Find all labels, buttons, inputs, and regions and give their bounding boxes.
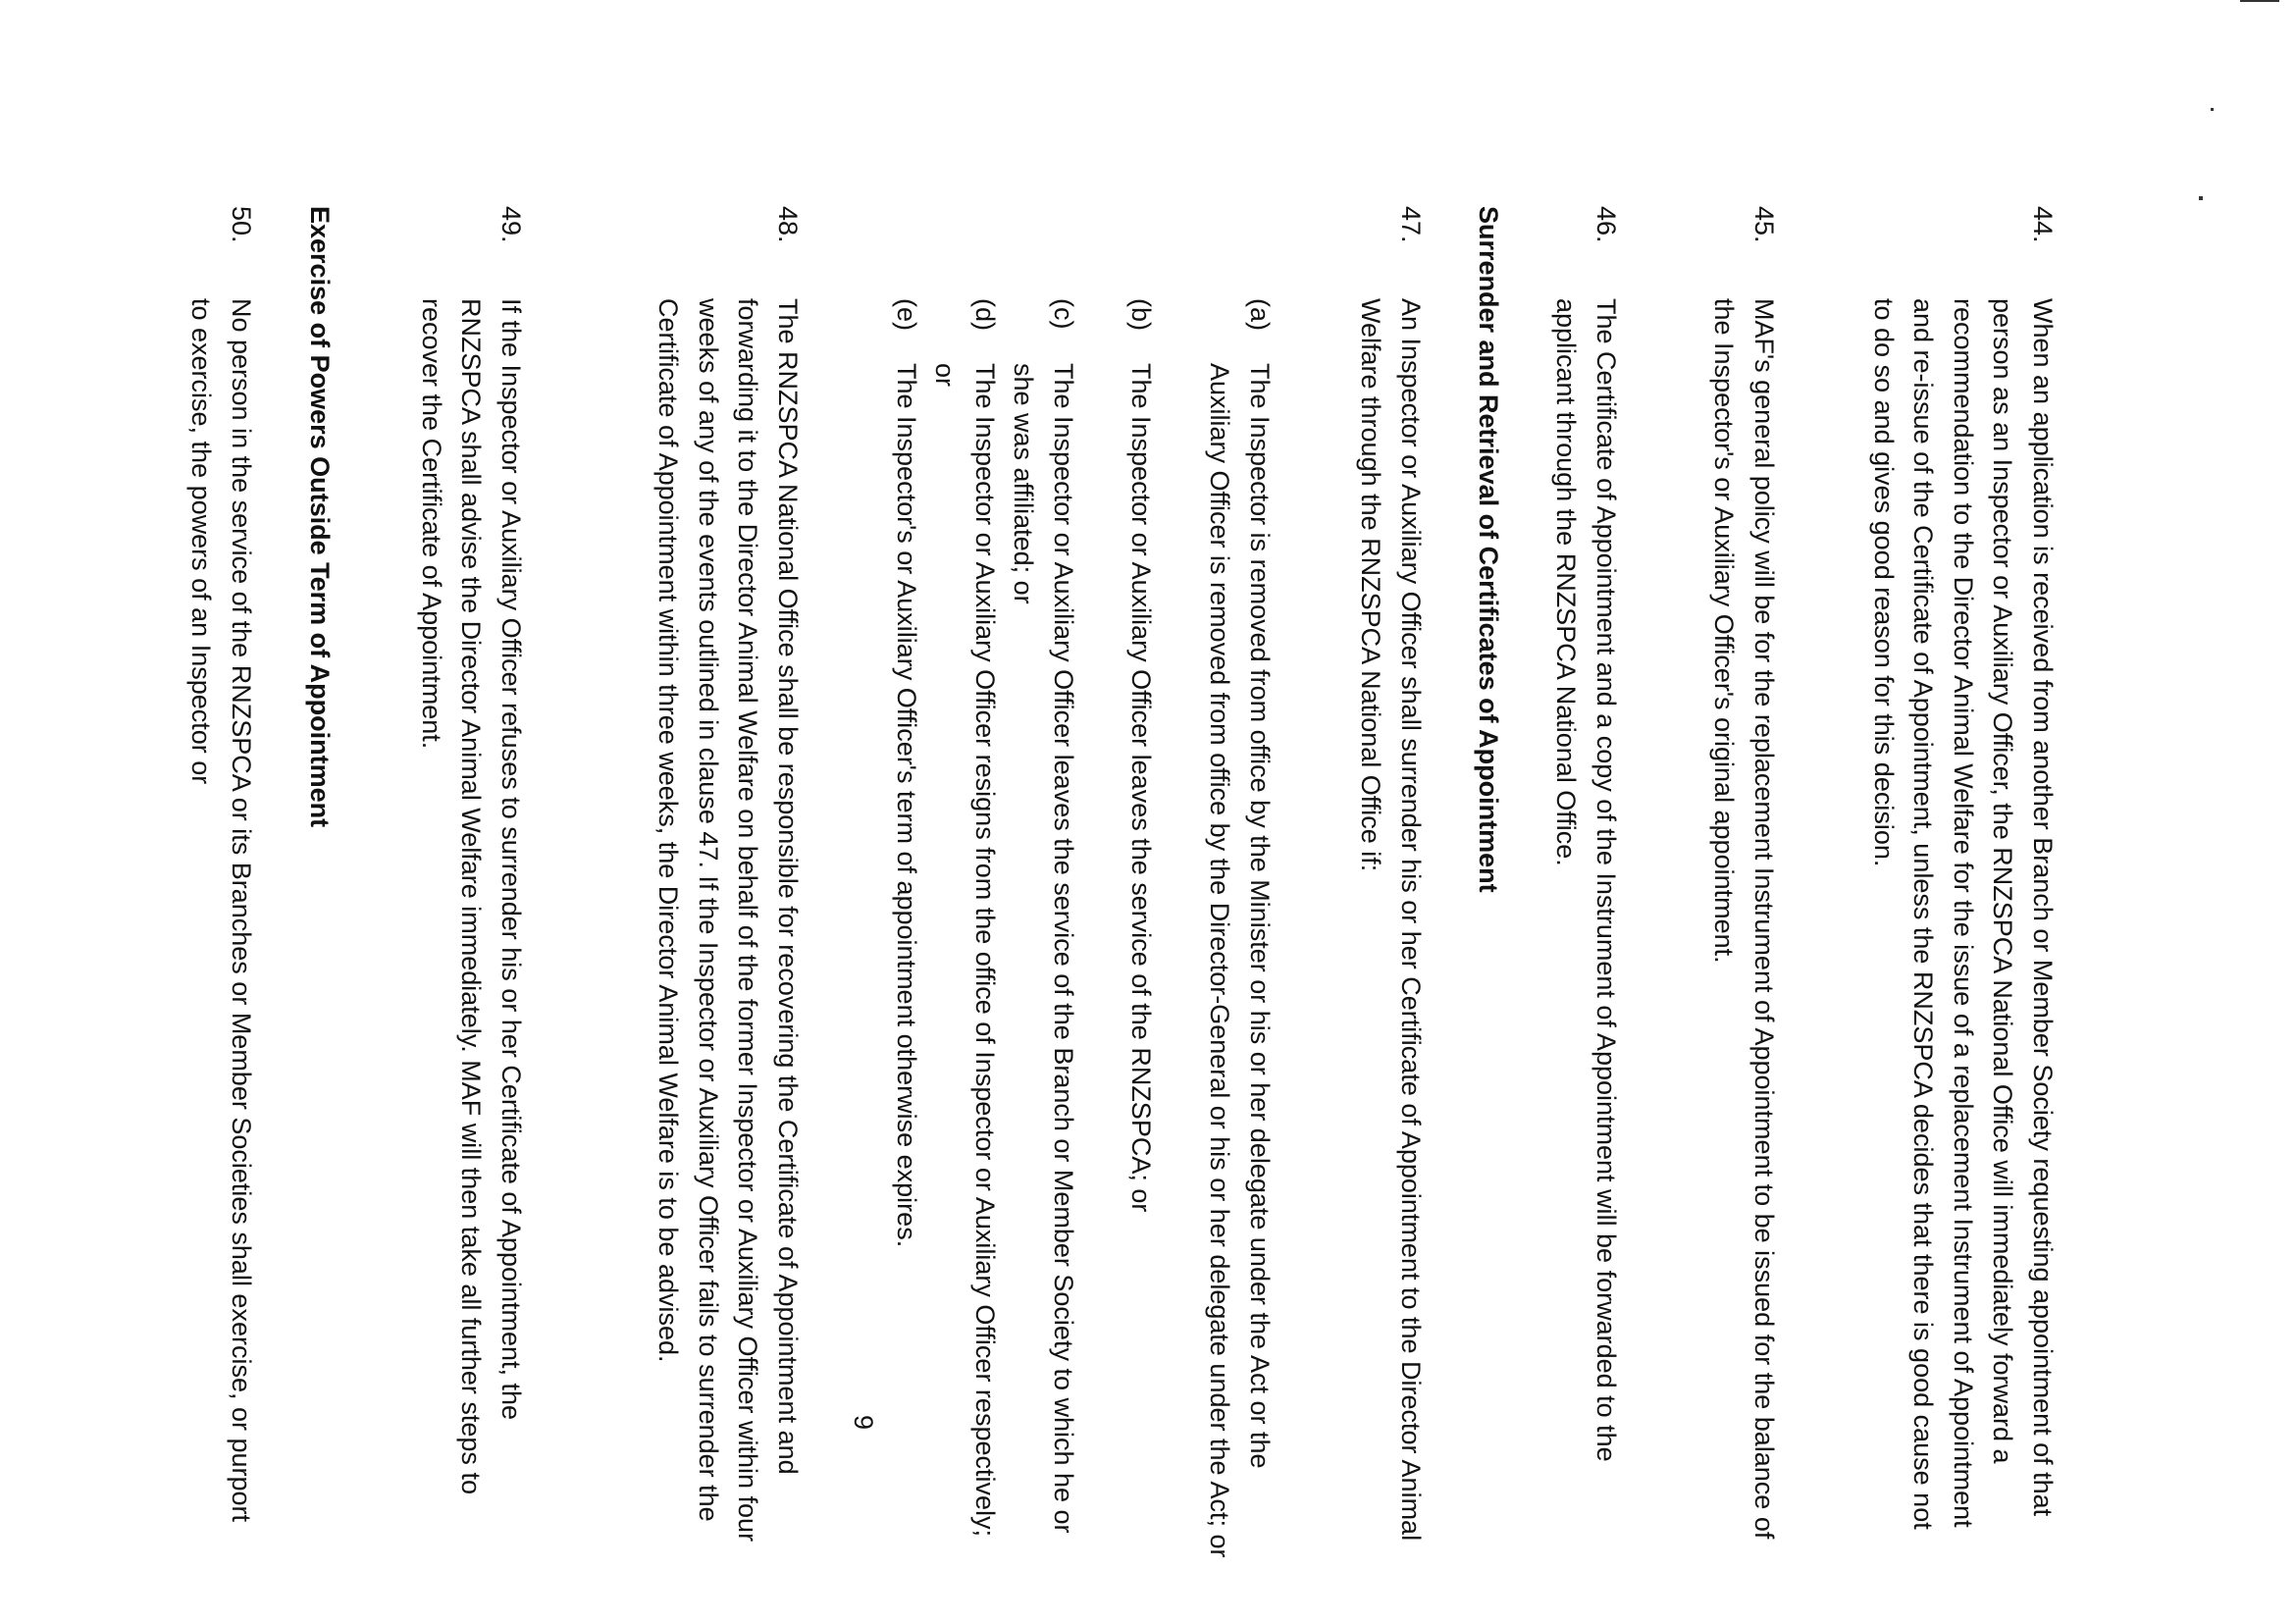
item-text: The Inspector's or Auxiliary Officer's term of appointment otherwise expires.: [892, 363, 921, 1248]
page-number: 9: [849, 1415, 878, 1431]
item-text: The Inspector or Auxiliary Officer leaves the service of the RNZSPCA; or: [1126, 363, 1156, 1213]
item-label: (d): [970, 298, 1000, 331]
clause-number: 45.: [1749, 206, 1779, 243]
clause-number: 44.: [2028, 206, 2058, 243]
item-label: (a): [1245, 298, 1275, 331]
clause-number: 48.: [773, 206, 803, 243]
item-text: The Inspector or Auxiliary Officer resigns from the office of Inspector or Auxiliary Officer respectively; or: [930, 363, 1000, 1537]
clause-text: No person in the service of the RNZSPCA or its Branches or Member Societies shall exercise, or purport to exercise, the powers of an Inspector or: [186, 298, 256, 1523]
clause-number: 50.: [227, 206, 256, 243]
item-label: (c): [1049, 298, 1078, 330]
scan-dot: [2211, 108, 2214, 111]
scan-mark: [2240, 0, 2279, 2]
clause-text: The Certificate of Appointment and a copy of the Instrument of Appointment will be forwarded to the applicant through the RNZSPCA National Office.: [1551, 298, 1621, 1462]
clause-text: If the Inspector or Auxiliary Officer refuses to surrender his or her Certificate of Appointment, the RNZSPCA shall advise the Director Animal Welfare immediately. MAF will then take all further steps to recover the Certificate of Appointment.: [417, 298, 526, 1494]
clause-number: 49.: [496, 206, 526, 243]
item-label: (e): [892, 298, 921, 331]
item-label: (b): [1126, 298, 1156, 331]
clause-text: An Inspector or Auxiliary Officer shall surrender his or her Certificate of Appointment to the Director Animal Welfare through the RNZSPCA National Office if:: [1356, 298, 1426, 1542]
clause-text: The RNZSPCA National Office shall be responsible for recovering the Certificate of Appointment and forwarding it to the Director Animal Welfare on behalf of the former Inspector or Auxiliary Officer within four weeks of any of the events outlined in clause 47. If the Inspector or Auxiliary Officer fails to surrender the Certificate of Appointment within three weeks, the Director Animal Welfare is to be advised.: [653, 298, 803, 1543]
clause-number: 46.: [1592, 206, 1621, 243]
item-text: The Inspector or Auxiliary Officer leaves the service of the Branch or Member Society to which he or she was affiliated; or: [1009, 363, 1078, 1534]
section-heading-surrender: Surrender and Retrieval of Certificates of Appointment: [1474, 206, 1503, 893]
clause-text: When an application is received from another Branch or Member Society requesting appointment of that person as an Inspector or Auxiliary Officer, the RNZSPCA National Office will immediately forward a recommendation to the Director Animal Welfare for the issue of a replacement Instrument of Appointment and re-issue of the Certificate of Appointment, unless the RNZSPCA decides that there is good cause not to do so and gives good reason for this decision.: [1869, 298, 2058, 1530]
item-text: The Inspector is removed from office by the Minister or his or her delegate under the Act or the Auxiliary Officer is removed from office by the Director-General or his or her delegate under the Act; or: [1205, 363, 1275, 1558]
clause-text: MAF's general policy will be for the replacement Instrument of Appointment to be issued for the balance of the Inspector's or Auxiliary Officer's original appointment.: [1709, 298, 1779, 1540]
scan-dot: [2199, 196, 2203, 200]
section-heading-exercise: Exercise of Powers Outside Term of Appointment: [305, 206, 335, 828]
clause-number: 47.: [1396, 206, 1426, 243]
